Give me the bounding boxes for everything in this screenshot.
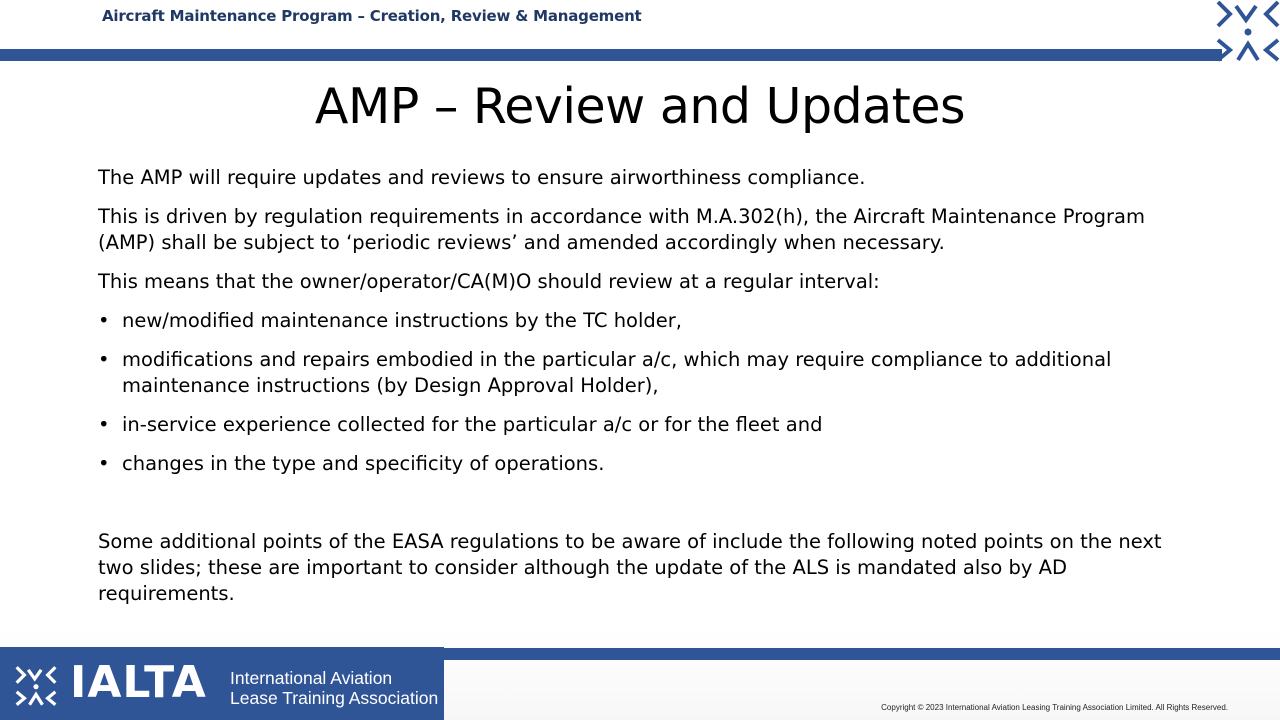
slide-body xyxy=(98,165,1183,620)
slide-title: AMP – Review and Updates xyxy=(314,78,966,135)
bullet-icon: • xyxy=(98,309,110,332)
logo-subtitle xyxy=(230,668,438,708)
list-item xyxy=(98,308,1183,334)
bullet-icon: • xyxy=(98,452,110,475)
paragraph-review-interval: This means that the owner/operator/CA(M)O should review at a regular interval: xyxy=(98,270,880,293)
presentation-header-title: Aircraft Maintenance Program – Creation, Review & Management xyxy=(102,7,642,25)
logo-wordmark: IALTA xyxy=(70,657,207,708)
list-item xyxy=(98,347,1183,399)
ialta-mark-icon xyxy=(1216,0,1280,62)
paragraph-intro: The AMP will require updates and reviews to ensure airworthiness compliance. xyxy=(98,166,866,189)
list-item xyxy=(98,412,1183,438)
ialta-mark-icon xyxy=(14,666,58,706)
list-item-text: new/modified maintenance instructions by the TC holder, xyxy=(122,309,682,332)
ialta-footer-logo xyxy=(0,647,444,720)
list-item-text: changes in the type and specificity of operations. xyxy=(122,452,605,475)
paragraph-regulation: This is driven by regulation requirements in accordance with M.A.302(h), the Aircraft Maintenance Program (AMP) shall be subject to ‘periodic reviews’ and amended accordingly when necessary. xyxy=(98,205,1145,254)
list-item xyxy=(98,451,1183,477)
footer-accent-bar xyxy=(444,648,1280,660)
logo-subtitle-line-1: International Aviation xyxy=(230,668,393,688)
logo-subtitle-line-2: Lease Training Association xyxy=(230,688,439,708)
header-accent-bar xyxy=(0,49,1222,61)
list-item-text: modifications and repairs embodied in the particular a/c, which may require compliance to additional maintenance instructions (by Design Approval Holder), xyxy=(122,348,1112,397)
list-item-text: in-service experience collected for the particular a/c or for the fleet and xyxy=(122,413,823,436)
review-items-list xyxy=(98,308,1183,477)
copyright-notice: Copyright © 2023 International Aviation Leasing Training Association Limited. All Rights Reserved. xyxy=(881,703,1228,712)
bullet-icon: • xyxy=(98,413,110,436)
paragraph-closing: Some additional points of the EASA regulations to be aware of include the following noted points on the next two slides; these are important to consider although the update of the ALS is mandated also by AD requirements. xyxy=(98,530,1162,605)
bullet-icon: • xyxy=(98,348,110,371)
